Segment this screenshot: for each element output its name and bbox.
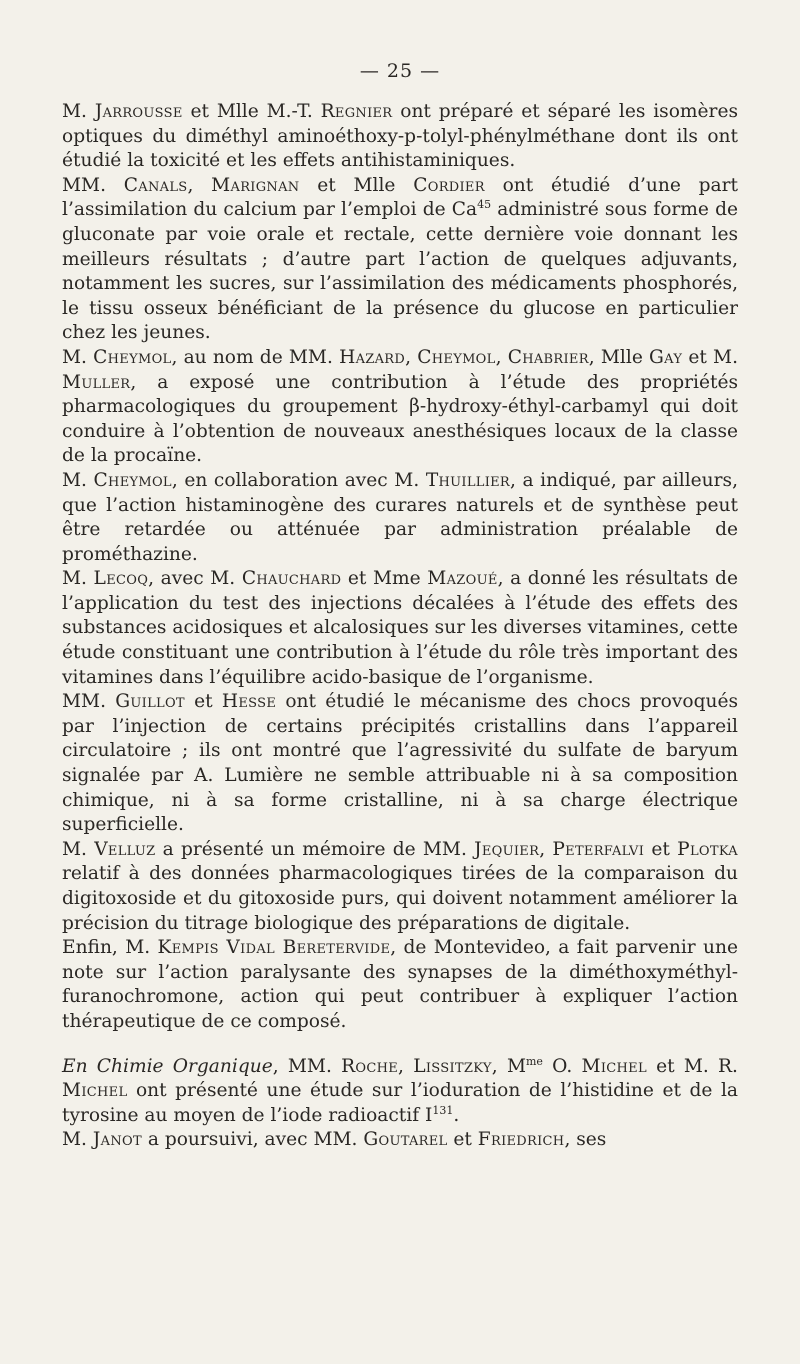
text-run: a poursuivi, avec MM. <box>141 1129 364 1151</box>
text-run: , <box>539 838 553 860</box>
text-run: et Mme <box>341 568 428 590</box>
author-name: Lissitzky <box>413 1055 492 1077</box>
author-name: Hesse <box>221 691 277 713</box>
paragraph-canals <box>62 174 738 346</box>
text-run: , a indiqué, par ailleurs, que l’action histaminogène des curares naturels et de synthèse peut être retardée ou atténuée par administration préalable de prométhazine. <box>62 469 738 565</box>
author-name: Mazoué <box>427 568 498 590</box>
text-run: , a exposé une contribution à l’étude des propriétés pharmacologiques du groupement β-hydroxy-éthyl-carbamyl qui doit conduire à l’obtention de nouveaux anesthésiques locaux de la classe de la procaïne. <box>62 371 738 467</box>
author-name: Gay <box>649 346 683 368</box>
author-name: Plotka <box>677 838 738 860</box>
text-run: , <box>405 346 418 368</box>
author-name: Jequier <box>474 838 540 860</box>
text-run: et <box>644 838 678 860</box>
author-name: Cheymol <box>417 346 496 368</box>
text-run: ont étudié d’une part l’assimilation du calcium par l’emploi de Ca <box>62 174 738 221</box>
isotope-superscript: 131 <box>432 1103 454 1117</box>
section-heading: En Chimie Organique <box>62 1055 273 1077</box>
text-run: M. <box>62 568 94 590</box>
author-name: Jarrousse <box>94 101 183 122</box>
text-run: et <box>447 1129 478 1151</box>
text-run: administré sous forme de gluconate par voie orale et rectale, cette dernière voie donnant les meilleurs résultats ; d’autre part l’action de quelques adjuvants, notamment les sucres, sur l’assimilation des médicaments phosphorés, le tissu osseux bénéficiant de la présence du glucose en particulier chez les jeunes. <box>62 199 738 344</box>
author-name: Hazard <box>339 346 406 368</box>
text-run: et M. <box>682 346 739 368</box>
text-run: ont préparé et séparé les isomères optiques du diméthyl aminoéthoxy-p-tolyl-phénylméthane dont ils ont étudié la toxicité et les effets antihistaminiques. <box>62 101 738 172</box>
paragraph-lecoq <box>62 567 738 690</box>
text-run: et Mlle M.-T. <box>182 101 321 122</box>
author-name: Thuillier <box>425 469 511 491</box>
text-run: Enfin, M. <box>62 937 158 959</box>
author-name: Canals <box>123 174 188 196</box>
author-name: Janot <box>92 1129 142 1151</box>
text-run: , MM. <box>272 1055 342 1077</box>
text-run: , Mlle <box>588 346 650 368</box>
text-run: M. <box>62 1129 93 1151</box>
text-run: , <box>398 1055 414 1077</box>
text-run: et <box>184 691 222 713</box>
author-name: Regnier <box>320 101 393 122</box>
author-name: Marignan <box>211 174 300 196</box>
paragraph-cheymol-hazard <box>62 346 738 469</box>
text-run: , de Montevideo, a fait parvenir une note sur l’action paralysante des synapses de la diméthoxyméthyl-furanochromone, action qui peut contribuer à expliquer l’action thérapeutique de ce composé. <box>62 937 738 1032</box>
text-run: , au nom de MM. <box>171 346 340 368</box>
author-name: Michel <box>62 1080 128 1102</box>
body-text <box>62 100 738 1153</box>
author-name: Roche <box>341 1055 399 1077</box>
text-run: , ses <box>564 1129 607 1151</box>
author-name: Cheymol <box>93 346 172 368</box>
paragraph-kempis <box>62 936 738 1034</box>
author-name: Chabrier <box>507 346 589 368</box>
text-run: MM. <box>62 174 124 196</box>
text-run: , <box>187 174 212 196</box>
paragraph-guillot <box>62 690 738 838</box>
text-run: , avec M. <box>148 568 242 590</box>
paragraph-jarrousse <box>62 100 738 174</box>
text-run: et Mlle <box>299 174 414 196</box>
author-name: Muller <box>62 371 131 393</box>
page-number: — 25 — <box>359 60 441 82</box>
text-run: , a donné les résultats de l’application du test des injections décalées à l’étude des effets des substances acidosiques et alcalosiques sur les diverses vitamines, cette étude constituant une contribution à l’étude du rôle très important des vitamines dans l’équilibre acido-basique de l’organisme. <box>62 568 738 688</box>
text-run: , en collaboration avec M. <box>171 469 426 491</box>
text-run: O. <box>542 1055 582 1077</box>
author-name: Cheymol <box>93 469 172 491</box>
text-run: M. <box>62 101 95 122</box>
text-run: ont présenté une étude sur l’ioduration de l’histidine et de la tyrosine au moyen de l’iode radioactif I <box>62 1080 738 1126</box>
author-name: Peterfalvi <box>552 838 645 860</box>
author-name: Goutarel <box>363 1129 448 1151</box>
text-run: et M. R. <box>646 1055 738 1077</box>
title-superscript: me <box>525 1054 543 1068</box>
text-run: . <box>453 1104 460 1126</box>
author-name: Friedrich <box>477 1129 565 1151</box>
author-name: Cordier <box>413 174 485 196</box>
paragraph-janot <box>62 1128 738 1153</box>
text-run: ont étudié le mécanisme des chocs provoqués par l’injection de certains précipités cristallins dans l’appareil circulatoire ; ils ont montré que l’agressivité du sulfate de baryum signalée par A. Lumière ne semble attribuable ni à sa composition chimique, ni à sa forme cristalline, ni à sa charge électrique superficielle. <box>62 691 738 836</box>
paragraph-velluz <box>62 838 738 936</box>
text-run: , M <box>491 1055 526 1077</box>
author-name: Guillot <box>115 691 185 713</box>
author-name: Kempis Vidal Beretervide <box>157 937 391 959</box>
author-name: Lecoq <box>93 568 149 590</box>
text-run: relatif à des données pharmacologiques tirées de la comparaison du digitoxoside et du gitoxoside purs, qui doivent notamment améliorer la précision du titrage biologique des préparations de digitale. <box>62 863 738 934</box>
author-name: Michel <box>581 1055 647 1077</box>
text-run: M. <box>62 469 94 491</box>
text-run: a présenté un mémoire de MM. <box>155 838 475 860</box>
section-gap <box>62 1035 738 1055</box>
text-run: M. <box>62 346 94 368</box>
paragraph-cheymol-thuillier <box>62 469 738 567</box>
text-run: MM. <box>62 691 116 713</box>
text-run: M. <box>62 838 95 860</box>
author-name: Velluz <box>94 838 156 860</box>
author-name: Chauchard <box>241 568 342 590</box>
isotope-superscript: 45 <box>477 198 492 212</box>
text-run: , <box>495 346 508 368</box>
paragraph-chimie-organique <box>62 1055 738 1129</box>
